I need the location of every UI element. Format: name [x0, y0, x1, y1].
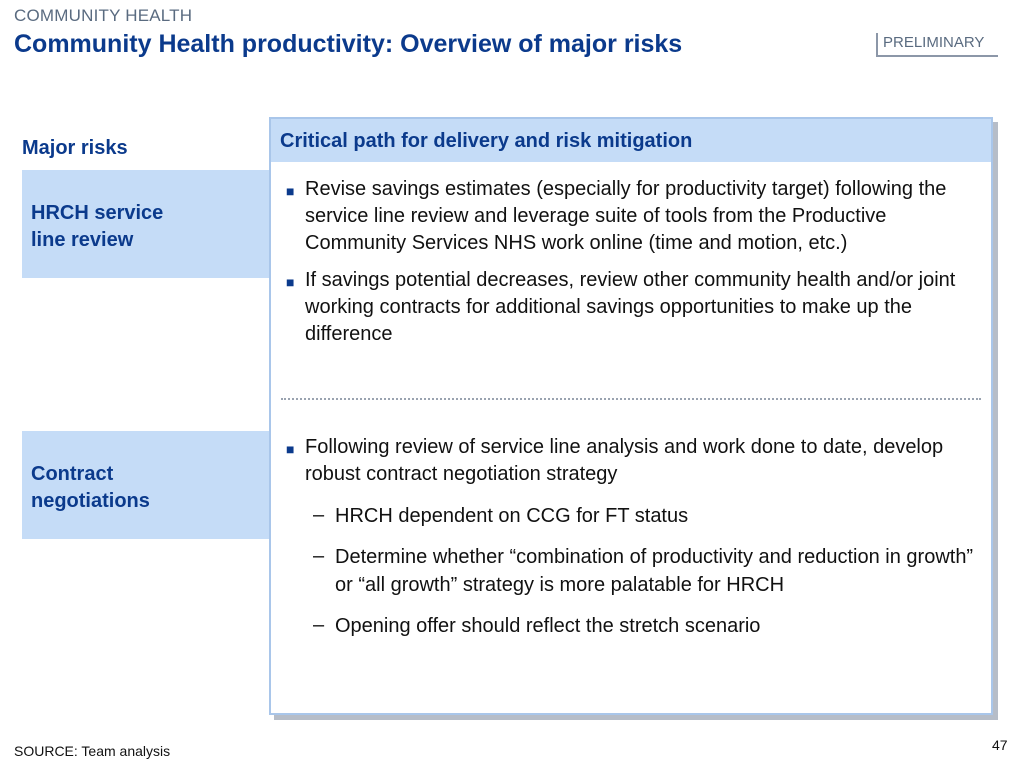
risk-label-line: HRCH service — [31, 202, 164, 224]
section-label: COMMUNITY HEALTH — [14, 6, 193, 25]
sub-bullet-item — [283, 543, 983, 599]
bullet-item — [283, 267, 983, 348]
sub-bullet-item — [283, 612, 983, 640]
risk-label-line: negotiations — [31, 490, 150, 512]
square-bullet-icon: ■ — [286, 183, 295, 199]
page-title: Community Health productivity: Overview of major risks — [14, 30, 683, 58]
risk-label-line: Contract — [31, 463, 114, 485]
page-number: 47 — [992, 737, 1008, 753]
sub-bullet-text: HRCH dependent on CCG for FT status — [335, 505, 689, 527]
sub-bullet-text: Opening offer should reflect the stretch scenario — [335, 615, 761, 637]
mitigation-panel — [269, 117, 993, 715]
bullet-text: Revise savings estimates (especially for productivity target) following the service line review and leverage suite of tools from the Productive Community Services NHS work online (time and motion, etc.) — [305, 178, 947, 254]
square-bullet-icon: ■ — [286, 274, 295, 290]
bullet-text: Following review of service line analysis and work done to date, develop robust contract negotiation strategy — [305, 436, 944, 485]
sub-bullet-item — [283, 502, 983, 530]
bullet-text: If savings potential decreases, review other community health and/or joint working contracts for additional savings opportunities to make up the difference — [305, 269, 956, 345]
risk-box-hrch-service-line-review — [22, 170, 272, 278]
bullet-item — [283, 434, 983, 488]
bullet-group-contract — [283, 434, 983, 640]
risk-label-line: line review — [31, 229, 134, 251]
dotted-divider — [281, 398, 981, 400]
dash-bullet-icon: – — [313, 504, 325, 526]
risk-box-contract-negotiations — [22, 431, 272, 539]
panel-header: Critical path for delivery and risk mitigation — [271, 119, 991, 162]
bullet-item — [283, 176, 983, 257]
source-note: SOURCE: Team analysis — [14, 743, 171, 759]
preliminary-stamp: PRELIMINARY — [876, 33, 998, 57]
sub-bullet-text: Determine whether “combination of productivity and reduction in growth” or “all growth” strategy is more palatable for HRCH — [335, 546, 974, 596]
square-bullet-icon: ■ — [286, 441, 295, 457]
dash-bullet-icon: – — [313, 614, 325, 636]
bullet-group-hrch — [283, 176, 983, 348]
major-risks-header: Major risks — [22, 137, 128, 159]
dash-bullet-icon: – — [313, 545, 325, 567]
